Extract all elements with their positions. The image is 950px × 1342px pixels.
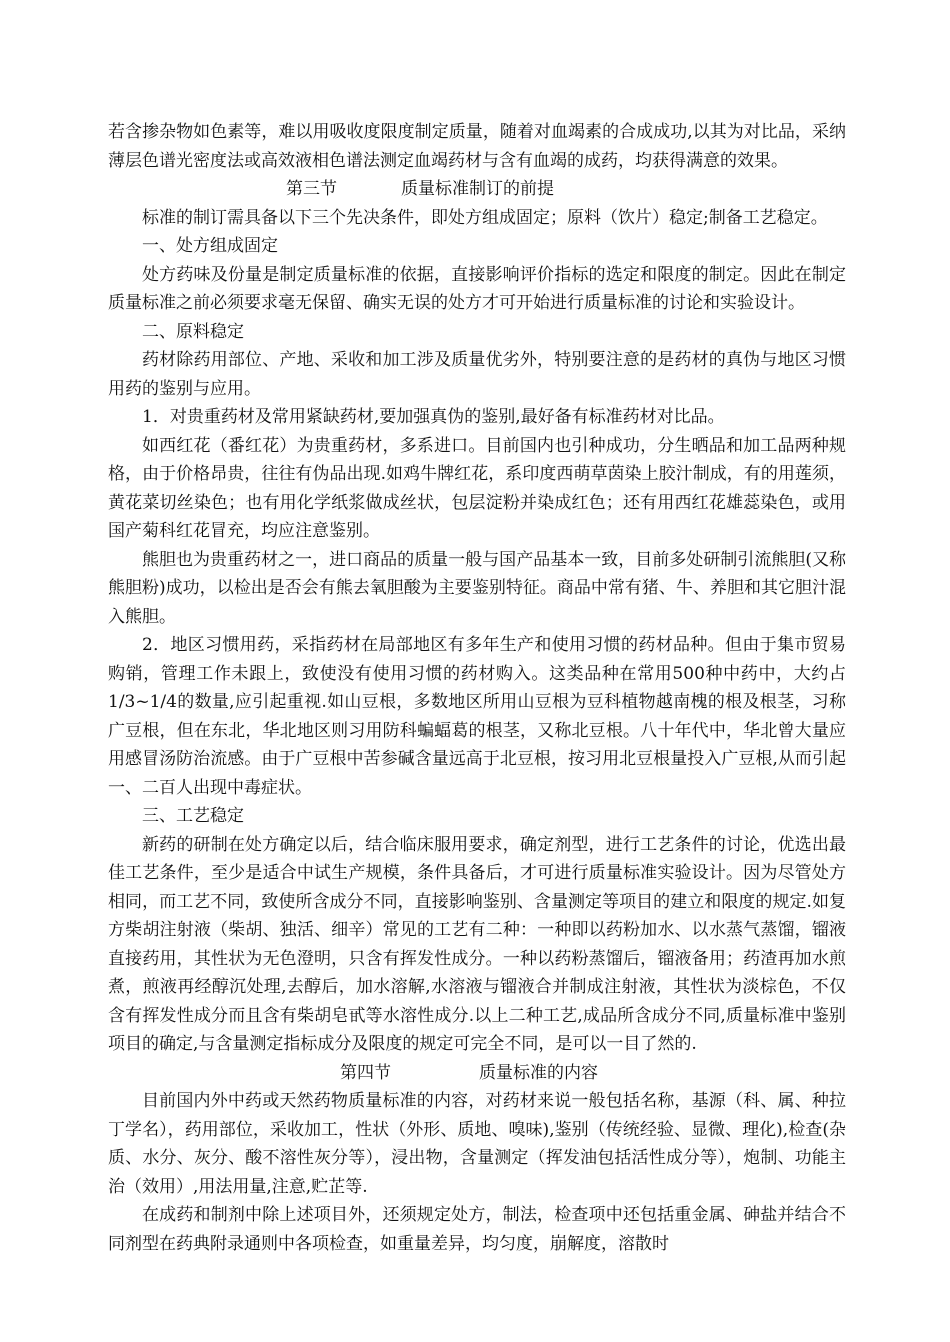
section-number: 第三节 bbox=[286, 179, 337, 199]
paragraph: 熊胆也为贵重药材之一，进口商品的质量一般与国产品基本一致，目前多处研制引流熊胆(又称熊胆粉)成功，以检出是否会有熊去氧胆酸为主要鉴别特征。商品中常有猪、牛、养胆和其它胆汁混入熊胆。 bbox=[108, 549, 846, 627]
section-heading-3 bbox=[108, 175, 846, 204]
section-heading-4 bbox=[108, 1059, 846, 1088]
paragraph: 新药的研制在处方确定以后，结合临床服用要求，确定剂型，进行工艺条件的讨论，优选出最佳工艺条件，至少是适合中试生产规模，条件具备后，才可进行质量标准实验设计。因为尽管处方相同，而工艺不同，致使所含成分不同，直接影响鉴别、含量测定等项目的建立和限度的规定.如复方柴胡注射液（柴胡、独活、细辛）常见的工艺有二种：一种即以药粉加水、以水蒸气蒸馏，镏液直接药用，其性状为无色澄明，只含有挥发性成分。一种以药粉蒸馏后，镏液备用；药渣再加水煎煮，煎液再经醇沉处理,去醇后，加水溶解,水溶液与镏液合并制成注射液，其性状为淡棕色，不仅含有挥发性成分而且含有柴胡皂甙等水溶性成分.以上二种工艺,成品所含成分不同,质量标准中鉴别项目的确定,与含量测定指标成分及限度的规定可完全不同，是可以一目了然的. bbox=[108, 834, 846, 1054]
paragraph: 在成药和制剂中除上述项目外，还须规定处方，制法，检查项中还包括重金属、砷盐并结合不同剂型在药典附录通则中各项检查，如重量差异，均匀度，崩解度，溶散时 bbox=[108, 1205, 846, 1254]
paragraph: 目前国内外中药或天然药物质量标准的内容，对药材来说一般包括名称，基源（科、属、种拉丁学名），药用部位，采收加工，性状（外形、质地、嗅味),鉴别（传统经验、显微、理化),检查(杂质、水分、灰分、酸不溶性灰分等），浸出物，含量测定（挥发油包括活性成分等），炮制、功能主治（效用）,用法用量,注意,贮芷等. bbox=[108, 1091, 846, 1197]
paragraph: 药材除药用部位、产地、采收和加工涉及质量优劣外，特别要注意的是药材的真伪与地区习惯用药的鉴别与应用。 bbox=[108, 350, 846, 399]
subheading: 三、工艺稳定 bbox=[142, 806, 244, 826]
subheading: 一、处方组成固定 bbox=[142, 236, 278, 256]
paragraph: 处方药味及份量是制定质量标准的依据，直接影响评价指标的选定和限度的制定。因此在制定质量标准之前必须要求毫无保留、确实无误的处方才可开始进行质量标准的讨论和实验设计。 bbox=[108, 264, 846, 313]
paragraph: 如西红花（番红花）为贵重药材，多系进口。目前国内也引种成功，分生晒品和加工品两种规格，由于价格昂贵，往往有伪品出现.如鸡牛牌红花，系印度西萌草茵染上胶汁制成，有的用莲须，黄花菜切丝染色；也有用化学纸浆做成丝状，包层淀粉并染成红色；还有用西红花雄蕊染色，或用国产菊科红花冒充，均应注意鉴别。 bbox=[108, 435, 846, 541]
section-number: 第四节 bbox=[340, 1062, 391, 1083]
section-title: 质量标准制订的前提 bbox=[401, 179, 554, 199]
section-title: 质量标准的内容 bbox=[479, 1062, 598, 1083]
list-item: 2．地区习惯用药，采指药材在局部地区有多年生产和使用习惯的药材品种。但由于集市贸易购销，管理工作未跟上，致使没有使用习惯的药材购入。这类品种在常用500种中药中，大约占1/3~1/4的数量,应引起重视.如山豆根，多数地区所用山豆根为豆科植物越南槐的根及根茎，习称广豆根，但在东北，华北地区则习用防科蝙蝠葛的根茎，又称北豆根。八十年代中，华北曾大量应用感冒汤防治流感。由于广豆根中苦参碱含量远高于北豆根，按习用北豆根量投入广豆根,从而引起一、二百人出现中毒症状。 bbox=[108, 635, 846, 798]
document-page bbox=[108, 118, 846, 1258]
subheading: 二、原料稳定 bbox=[142, 321, 244, 342]
paragraph: 若含掺杂物如色素等，难以用吸收度限度制定质量，随着对血竭素的合成成功,以其为对比品，采纳薄层色谱光密度法或高效液相色谱法测定血竭药材与含有血竭的成药，均获得满意的效果。 bbox=[108, 122, 846, 171]
paragraph: 标准的制订需具备以下三个先决条件，即处方组成固定；原料（饮片）稳定;制备工艺稳定。 bbox=[142, 207, 828, 228]
list-item: 1．对贵重药材及常用紧缺药材,要加强真伪的鉴别,最好备有标准药材对比品。 bbox=[142, 407, 725, 427]
